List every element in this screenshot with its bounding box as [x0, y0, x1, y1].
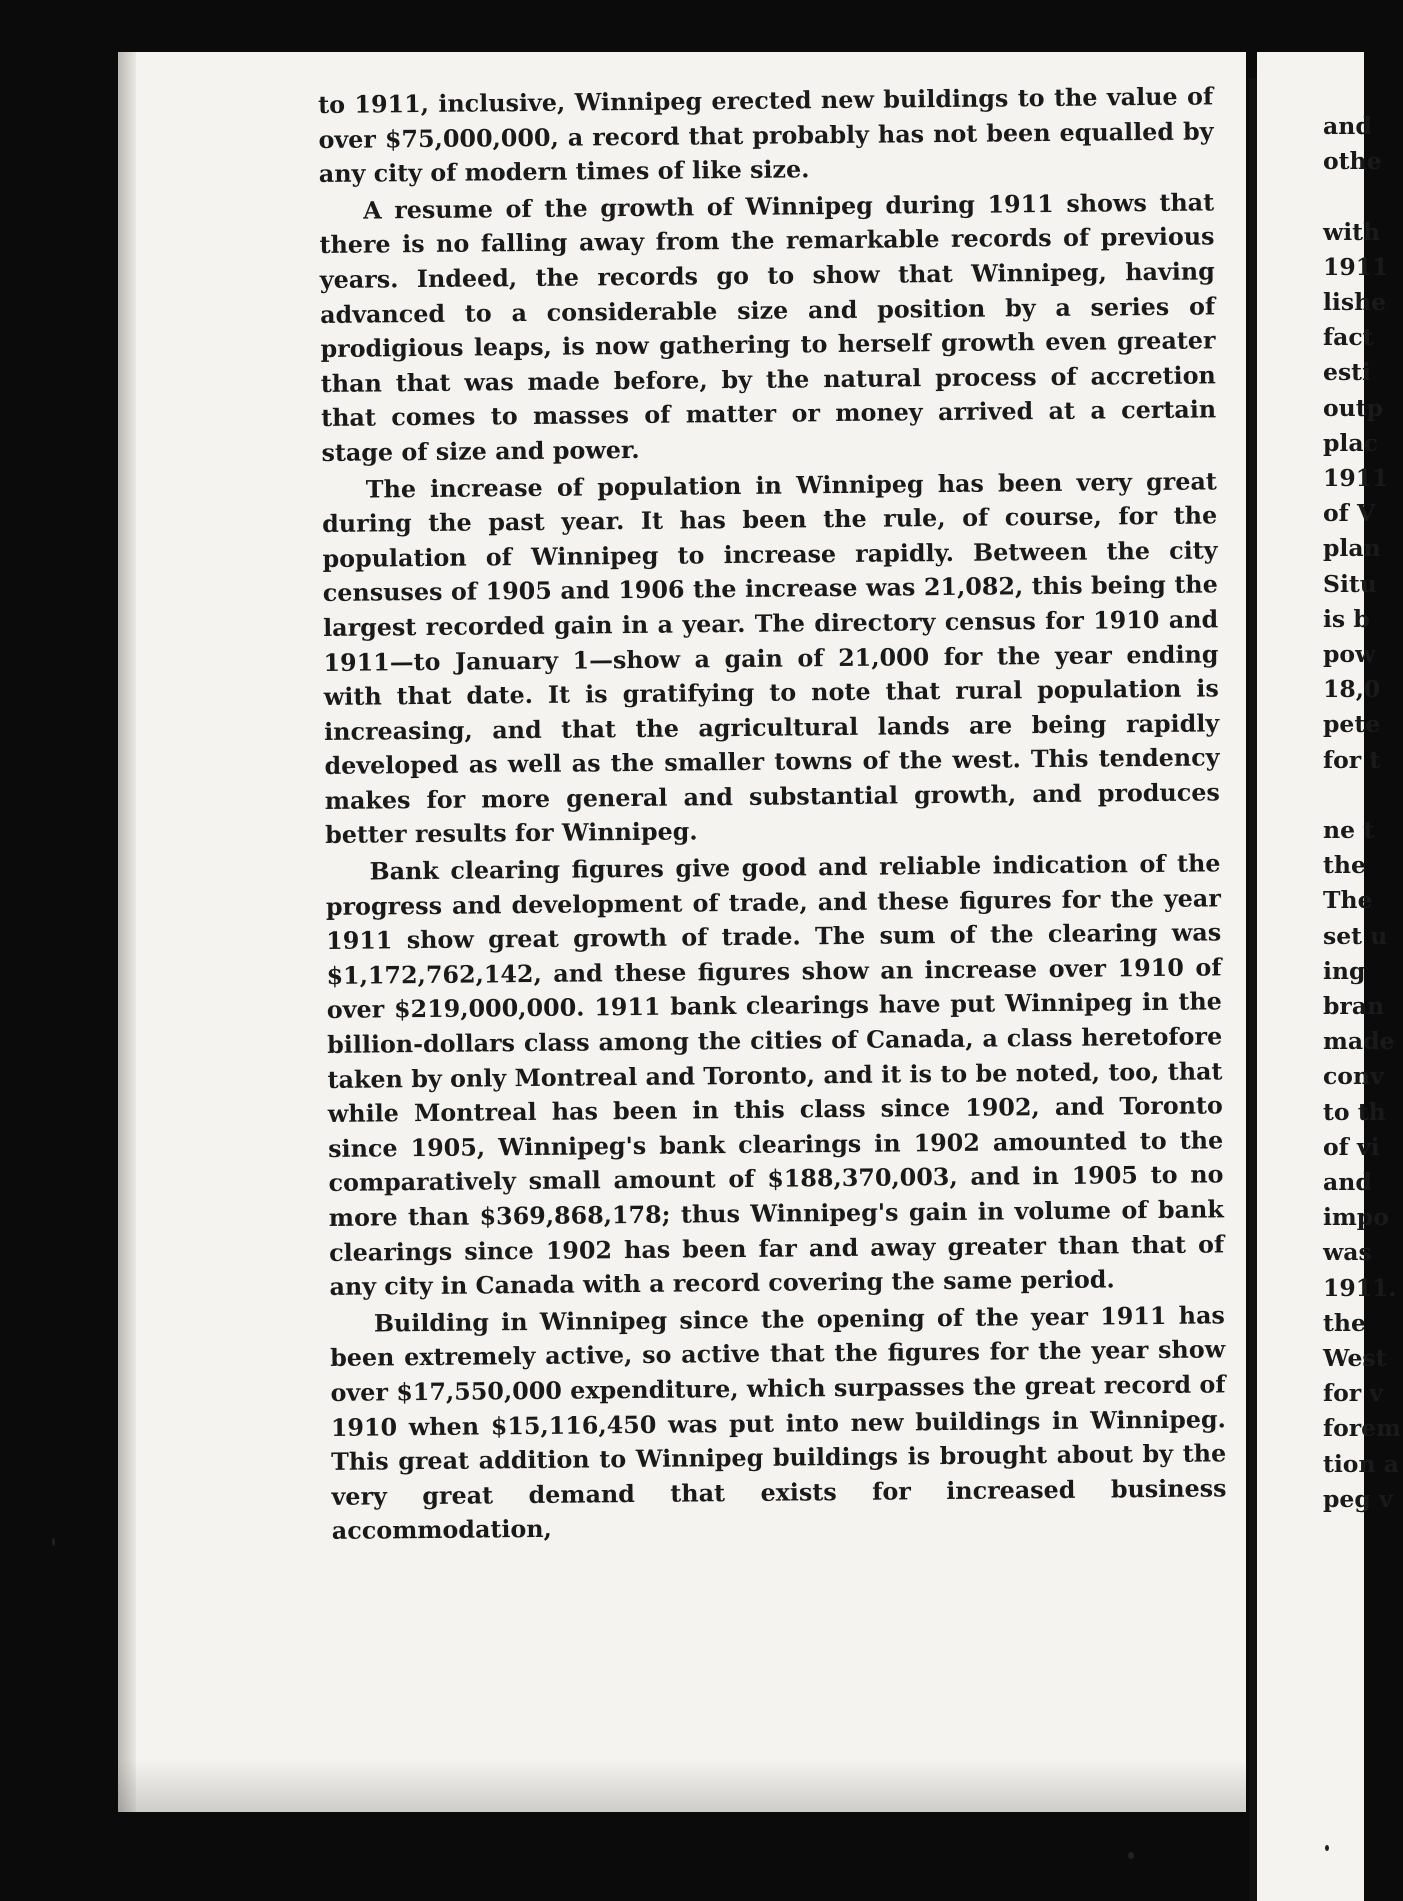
scan-speck [1325, 1845, 1329, 1851]
facing-page-line: to th [1323, 1097, 1386, 1126]
facing-page-line: and [1323, 112, 1372, 140]
facing-page-line: with [1323, 217, 1381, 246]
facing-page-line: 1911. [1323, 1273, 1397, 1302]
facing-page-line: of vi [1323, 1132, 1380, 1161]
facing-page-line: and [1323, 1168, 1372, 1196]
facing-page-line: set u [1323, 921, 1388, 950]
paragraph-5: Building in Winnipeg since the opening of the year 1911 has been extremely active, so active that the figures for the year show over $17,550,000 expenditure, which surpasses the great record of 1910 when $15,116,450 was put into new buildings in Winnipeg. This great addition to Winnipeg buildings is brought about by the very great demand that exists for increased business accommodation, [330, 1301, 1227, 1546]
facing-page-line: was [1323, 1238, 1372, 1267]
facing-page-line: The [1323, 886, 1373, 915]
facing-page-line: Situ [1323, 569, 1377, 598]
facing-page-line: bran [1323, 992, 1385, 1020]
facing-page-line: lishe [1323, 288, 1387, 316]
facing-page-line: ne t [1323, 816, 1375, 844]
facing-page-line: esti [1323, 358, 1371, 387]
page-edge-shadow [118, 52, 136, 1812]
paragraph-2: A resume of the growth of Winnipeg during 1911 shows that there is no falling away from the remarkable records of previous years. Indeed, the records go to show that Winnipeg, having advanced to a considerable size and position by a series of prodigious leaps, is now gathering to herself growth even greater than that was made before, by the natural process of accretion that comes to masses of matter or money arrived at a certain stage of size and power. [319, 188, 1217, 467]
facing-page-line: 1911 [1323, 252, 1389, 281]
facing-page-line: for t [1323, 745, 1381, 774]
scan-speck [52, 1538, 55, 1546]
facing-page-line: conv [1323, 1062, 1384, 1091]
facing-page-line: of V [1323, 499, 1376, 528]
page-text [318, 79, 1227, 1550]
facing-page-line: the [1323, 851, 1366, 880]
facing-page-line: tion a [1323, 1449, 1399, 1478]
facing-page-line: fact [1323, 323, 1374, 352]
facing-page-line: plac [1323, 428, 1378, 457]
facing-page-line: West [1323, 1344, 1387, 1372]
facing-page-line: impo [1323, 1203, 1389, 1232]
facing-page-line: for v [1323, 1379, 1384, 1408]
facing-page-line: pow [1323, 640, 1376, 668]
facing-page-line: is b [1323, 604, 1370, 633]
book-gutter [1249, 78, 1257, 1901]
facing-page-line: 1911 [1323, 464, 1389, 492]
paragraph-1: to 1911, inclusive, Winnipeg erected new buildings to the value of over $75,000,000, a record that probably has not been equalled by any city of modern times of like size. [318, 82, 1214, 189]
facing-page [1257, 52, 1401, 1901]
paragraph-4: Bank clearing figures give good and reliable indication of the progress and development of trade, and these figures for the year 1911 show great growth of trade. The sum of the clearing was $1,172,762,142, and these figures show an increase over 1910 of over $219,000,000. 1911 bank clearings have put Winnipeg in the billion-dollars class among the cities of Canada, a class heretofore taken by only Montreal and Toronto, and it is to be noted, too, that while Montreal has been in this class since 1902, and Toronto since 1905, Winnipeg's bank clearings in 1902 amounted to the comparatively small amount of $188,370,003, and in 1905 to no more than $369,868,178; thus Winnipeg's gain in volume of bank clearings since 1902 has been far and away greater than that of any city in Canada with a record covering the same period. [325, 849, 1225, 1302]
scan-speck [1128, 1852, 1134, 1859]
facing-page-line: plan [1323, 534, 1381, 563]
page-bottom-shadow [118, 1760, 1246, 1812]
facing-page-line: outp [1323, 393, 1384, 422]
facing-page-line: othe [1323, 147, 1382, 176]
facing-page-line: forem [1323, 1414, 1401, 1443]
paragraph-3: The increase of population in Winnipeg has been very great during the past year. It has been the rule, of course, for the population of Winnipeg to increase rapidly. Between the city censuses of 1905 and 1906 the increase was 21,082, this being the largest recorded gain in a year. The directory census for 1910 and 1911—to January 1—show a gain of 21,000 for the year ending with that date. It is gratifying to note that rural population is increasing, and that the agricultural lands are being rapidly developed as well as the smaller towns of the west. This tendency makes for more general and substantial growth, and produces better results for Winnipeg. [322, 466, 1220, 850]
facing-page-line: 18,0 [1323, 675, 1381, 704]
facing-page-line: pete [1323, 710, 1381, 739]
facing-page-line: made [1323, 1027, 1395, 1056]
facing-page-line: peg v [1323, 1484, 1393, 1513]
facing-page-line: ing [1323, 956, 1366, 985]
facing-page-line: the [1323, 1308, 1366, 1337]
